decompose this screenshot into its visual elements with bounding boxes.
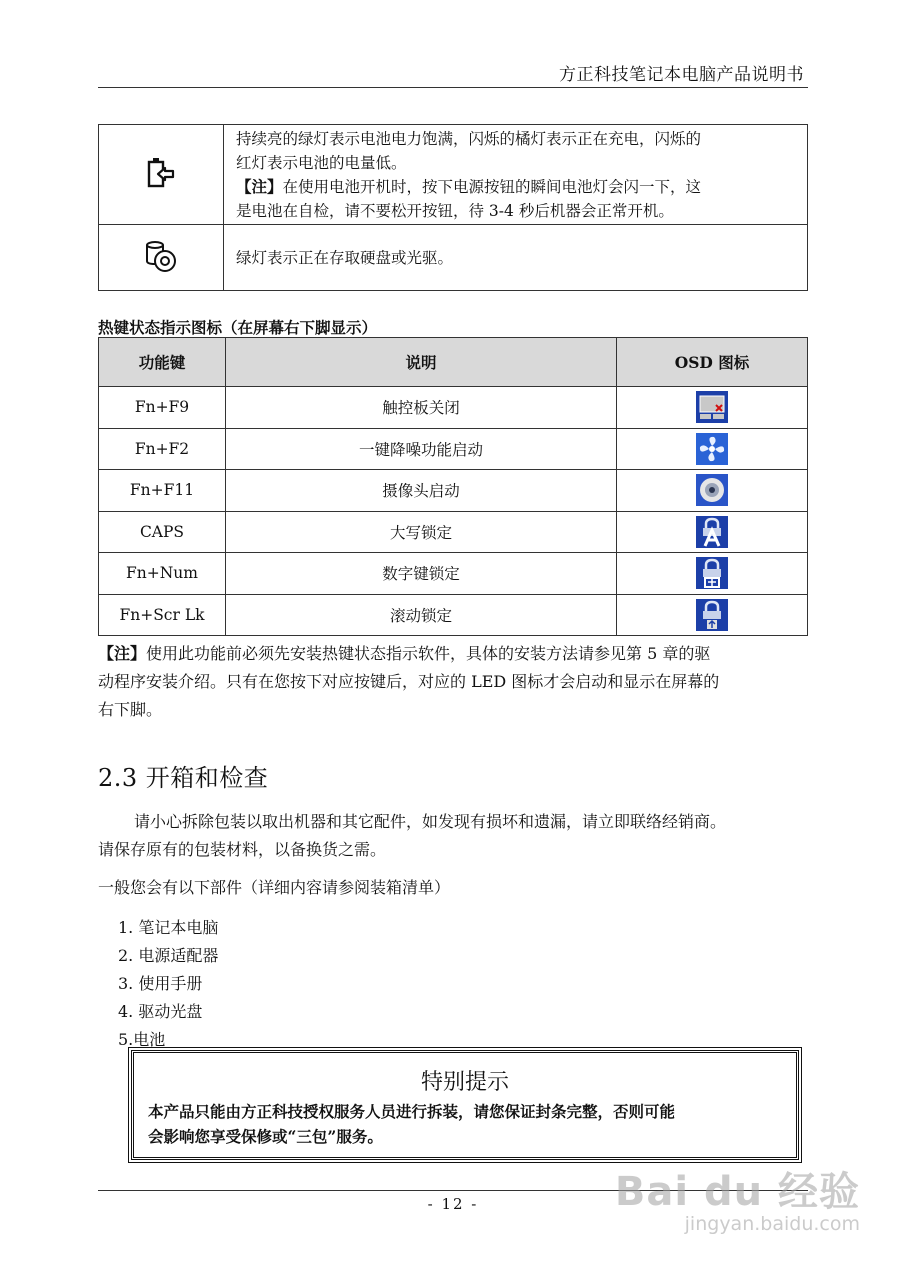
note-mark: 【注】 bbox=[236, 176, 283, 196]
header-rule bbox=[98, 87, 808, 88]
hotkey-table bbox=[98, 337, 808, 636]
led-indicator-table bbox=[98, 124, 808, 291]
hotkey-description: 摄像头启动 bbox=[226, 470, 617, 512]
hotkey-description: 一键降噪功能启动 bbox=[226, 428, 617, 470]
hotkey-description: 大写锁定 bbox=[226, 511, 617, 553]
hotkey-key: Fn+F11 bbox=[99, 470, 226, 512]
hotkey-key: Fn+F9 bbox=[99, 387, 226, 429]
table-row bbox=[99, 387, 808, 429]
watermark bbox=[615, 1160, 860, 1235]
table-row bbox=[99, 594, 808, 636]
table-row bbox=[99, 125, 808, 225]
hotkey-key: CAPS bbox=[99, 511, 226, 553]
battery-plug-icon bbox=[99, 125, 224, 225]
list-item: 2. 电源适配器 bbox=[118, 946, 219, 965]
column-header: 功能键 bbox=[99, 338, 226, 387]
num-lock-icon bbox=[696, 557, 728, 589]
special-tip-box bbox=[131, 1050, 799, 1160]
hotkey-key: Fn+Num bbox=[99, 553, 226, 595]
note-mark: 【注】 bbox=[98, 644, 147, 663]
table-row bbox=[99, 553, 808, 595]
list-item: 3. 使用手册 bbox=[118, 974, 203, 993]
hdd-led-description: 绿灯表示正在存取硬盘或光驱。 bbox=[224, 225, 808, 291]
header-title: 方正科技笔记本电脑产品说明书 bbox=[559, 65, 804, 85]
hdd-cd-icon bbox=[99, 225, 224, 291]
section-heading: 2.3 开箱和检查 bbox=[98, 764, 269, 792]
tip-title: 特别提示 bbox=[420, 1070, 509, 1095]
list-item: 5.电池 bbox=[118, 1030, 166, 1049]
watermark-logo: Bai du 经验 bbox=[614, 1169, 860, 1215]
hotkey-description: 数字键锁定 bbox=[226, 553, 617, 595]
watermark-url: jingyan.baidu.com bbox=[684, 1213, 860, 1235]
touchpad-off-icon bbox=[696, 391, 728, 423]
camera-icon bbox=[696, 474, 728, 506]
list-item: 1. 笔记本电脑 bbox=[118, 918, 219, 937]
hotkey-description: 滚动锁定 bbox=[226, 594, 617, 636]
hotkey-key: Fn+Scr Lk bbox=[99, 594, 226, 636]
fan-icon bbox=[696, 433, 728, 465]
scroll-lock-icon bbox=[696, 599, 728, 631]
parts-intro: 一般您会有以下部件（详细内容请参阅装箱清单） bbox=[98, 878, 451, 897]
unpack-paragraph: 请小心拆除包装以取出机器和其它配件，如发现有损坏和遗漏，请立即联络经销商。 请保存原有的包装材料，以备换货之需。 bbox=[98, 812, 727, 859]
column-header: 说明 bbox=[226, 338, 617, 387]
hotkey-note: 【注】使用此功能前必须先安装热键状态指示软件，具体的安装方法请参见第 5 章的驱 动程序安装介绍。只有在您按下对应按键后，对应的 LED 图标才会启动和显示在屏幕的 右下脚。 bbox=[98, 644, 720, 719]
table-row bbox=[99, 428, 808, 470]
tip-text: 本产品只能由方正科技授权服务人员进行拆装，请您保证封条完整，否则可能 会影响您享受保修或“三包”服务。 bbox=[148, 1102, 676, 1146]
table-row bbox=[99, 511, 808, 553]
table-row bbox=[99, 470, 808, 512]
parts-list bbox=[118, 914, 218, 1054]
table-row bbox=[99, 225, 808, 291]
column-header: OSD 图标 bbox=[617, 338, 808, 387]
table-header-row bbox=[99, 338, 808, 387]
caps-lock-icon bbox=[696, 516, 728, 548]
hotkey-key: Fn+F2 bbox=[99, 428, 226, 470]
battery-led-description: 持续亮的绿灯表示电池电力饱满，闪烁的橘灯表示正在充电，闪烁的 红灯表示电池的电量低。 【注】在使用电池开机时，按下电源按钮的瞬间电池灯会闪一下，这 是电池在自检，请不要松开按钮，待 3-4 秒后机器会正常开机。 bbox=[224, 125, 808, 225]
hotkey-description: 触控板关闭 bbox=[226, 387, 617, 429]
list-item: 4. 驱动光盘 bbox=[118, 1002, 203, 1021]
page-number: - 12 - bbox=[427, 1195, 479, 1213]
hotkey-caption: 热键状态指示图标（在屏幕右下脚显示） bbox=[98, 318, 378, 337]
